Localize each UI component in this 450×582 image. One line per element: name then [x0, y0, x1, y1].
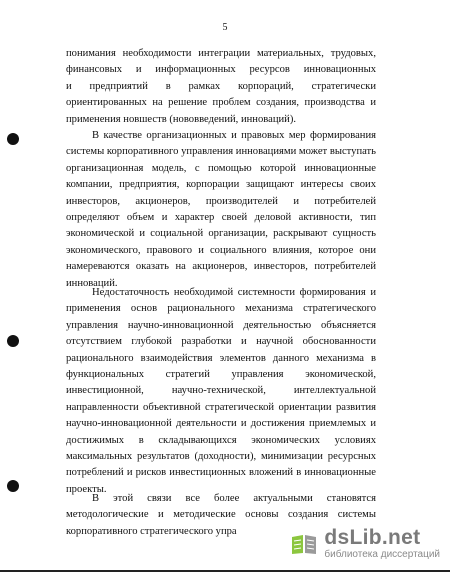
text-line: определяют объем и характер своей деловой активности, тип	[66, 211, 376, 223]
text-line: системы корпоративного управления инновациями может выступать	[66, 146, 376, 158]
punch-hole	[7, 133, 19, 145]
text-line: управления научно-инновационной деятельностью объясняется	[66, 319, 376, 331]
text-line: научно-инновационной деятельности и достижения приемлемых и	[66, 418, 376, 430]
text-line: функциональных стратегий управления экономической,	[66, 368, 376, 380]
text-line: рационального взаимодействия элементов данного механизма в	[66, 352, 376, 364]
text-line: проекты.	[66, 483, 107, 495]
text-line: намереваются оказать на акционеров, инвесторов, потребителей	[66, 261, 376, 273]
book-logo-icon	[289, 532, 319, 556]
watermark-site-name: dsLib.net	[324, 526, 421, 549]
text-line: потреблений и рисков инвестиционных вложений в инновационные	[66, 467, 376, 479]
page-number: 5	[222, 22, 228, 33]
text-line: компании, предприятия, корпорации защищают интересы своих	[66, 179, 376, 191]
text-line: методологические и методические основы создания системы	[66, 509, 376, 521]
paragraph-2	[66, 128, 376, 292]
text-line: В этой связи все более актуальными становятся	[92, 493, 376, 504]
punch-hole	[7, 480, 19, 492]
text-line: инвесторов, акционеров, производителей и потребителей	[66, 195, 376, 207]
text-line: финансовых и информационных ресурсов инновационных	[66, 64, 376, 76]
page-bottom-edge	[0, 570, 450, 572]
text-line: отсутствием глубокой разработки и научной обоснованности	[66, 336, 376, 348]
text-line: понимания необходимости интеграции материальных, трудовых,	[66, 48, 376, 59]
punch-hole	[7, 335, 19, 347]
watermark-tagline: библиотека диссертаций	[324, 549, 440, 560]
site-watermark[interactable]	[285, 525, 444, 562]
text-line: инноваций.	[66, 277, 118, 289]
text-line: Недостаточность необходимой системности формирования и	[92, 287, 376, 298]
paragraph-1	[66, 46, 376, 128]
paragraph-3	[66, 285, 376, 498]
text-line: ориентированных на решение проблем создания, производства и	[66, 97, 376, 109]
text-line: достижимых в складывающихся экономических условиях	[66, 434, 376, 446]
text-line: экономического, правового и социального влияния, которое они	[66, 244, 376, 256]
text-line: применения новшеств (нововведений, инноваций).	[66, 113, 297, 125]
text-line: инвестиционной, научно-технической, интеллектуальной	[66, 385, 376, 397]
text-line: и предприятий в рамках корпораций, стратегически	[66, 80, 376, 92]
text-line: применения основ рационального механизма стратегического	[66, 303, 376, 315]
text-line: корпоративного стратегического упра	[66, 525, 237, 537]
text-line: максимальных результатов (доходности), минимизации ресурсных	[66, 450, 376, 462]
text-line: организационная модель, с помощью которой инновационные	[66, 162, 376, 174]
text-line: направленности объективной стратегической ориентации развития	[66, 401, 376, 413]
text-line: В качестве организационных и правовых мер формирования	[92, 130, 376, 141]
text-line: экономической и социальной организации, раскрывают сущность	[66, 228, 376, 240]
